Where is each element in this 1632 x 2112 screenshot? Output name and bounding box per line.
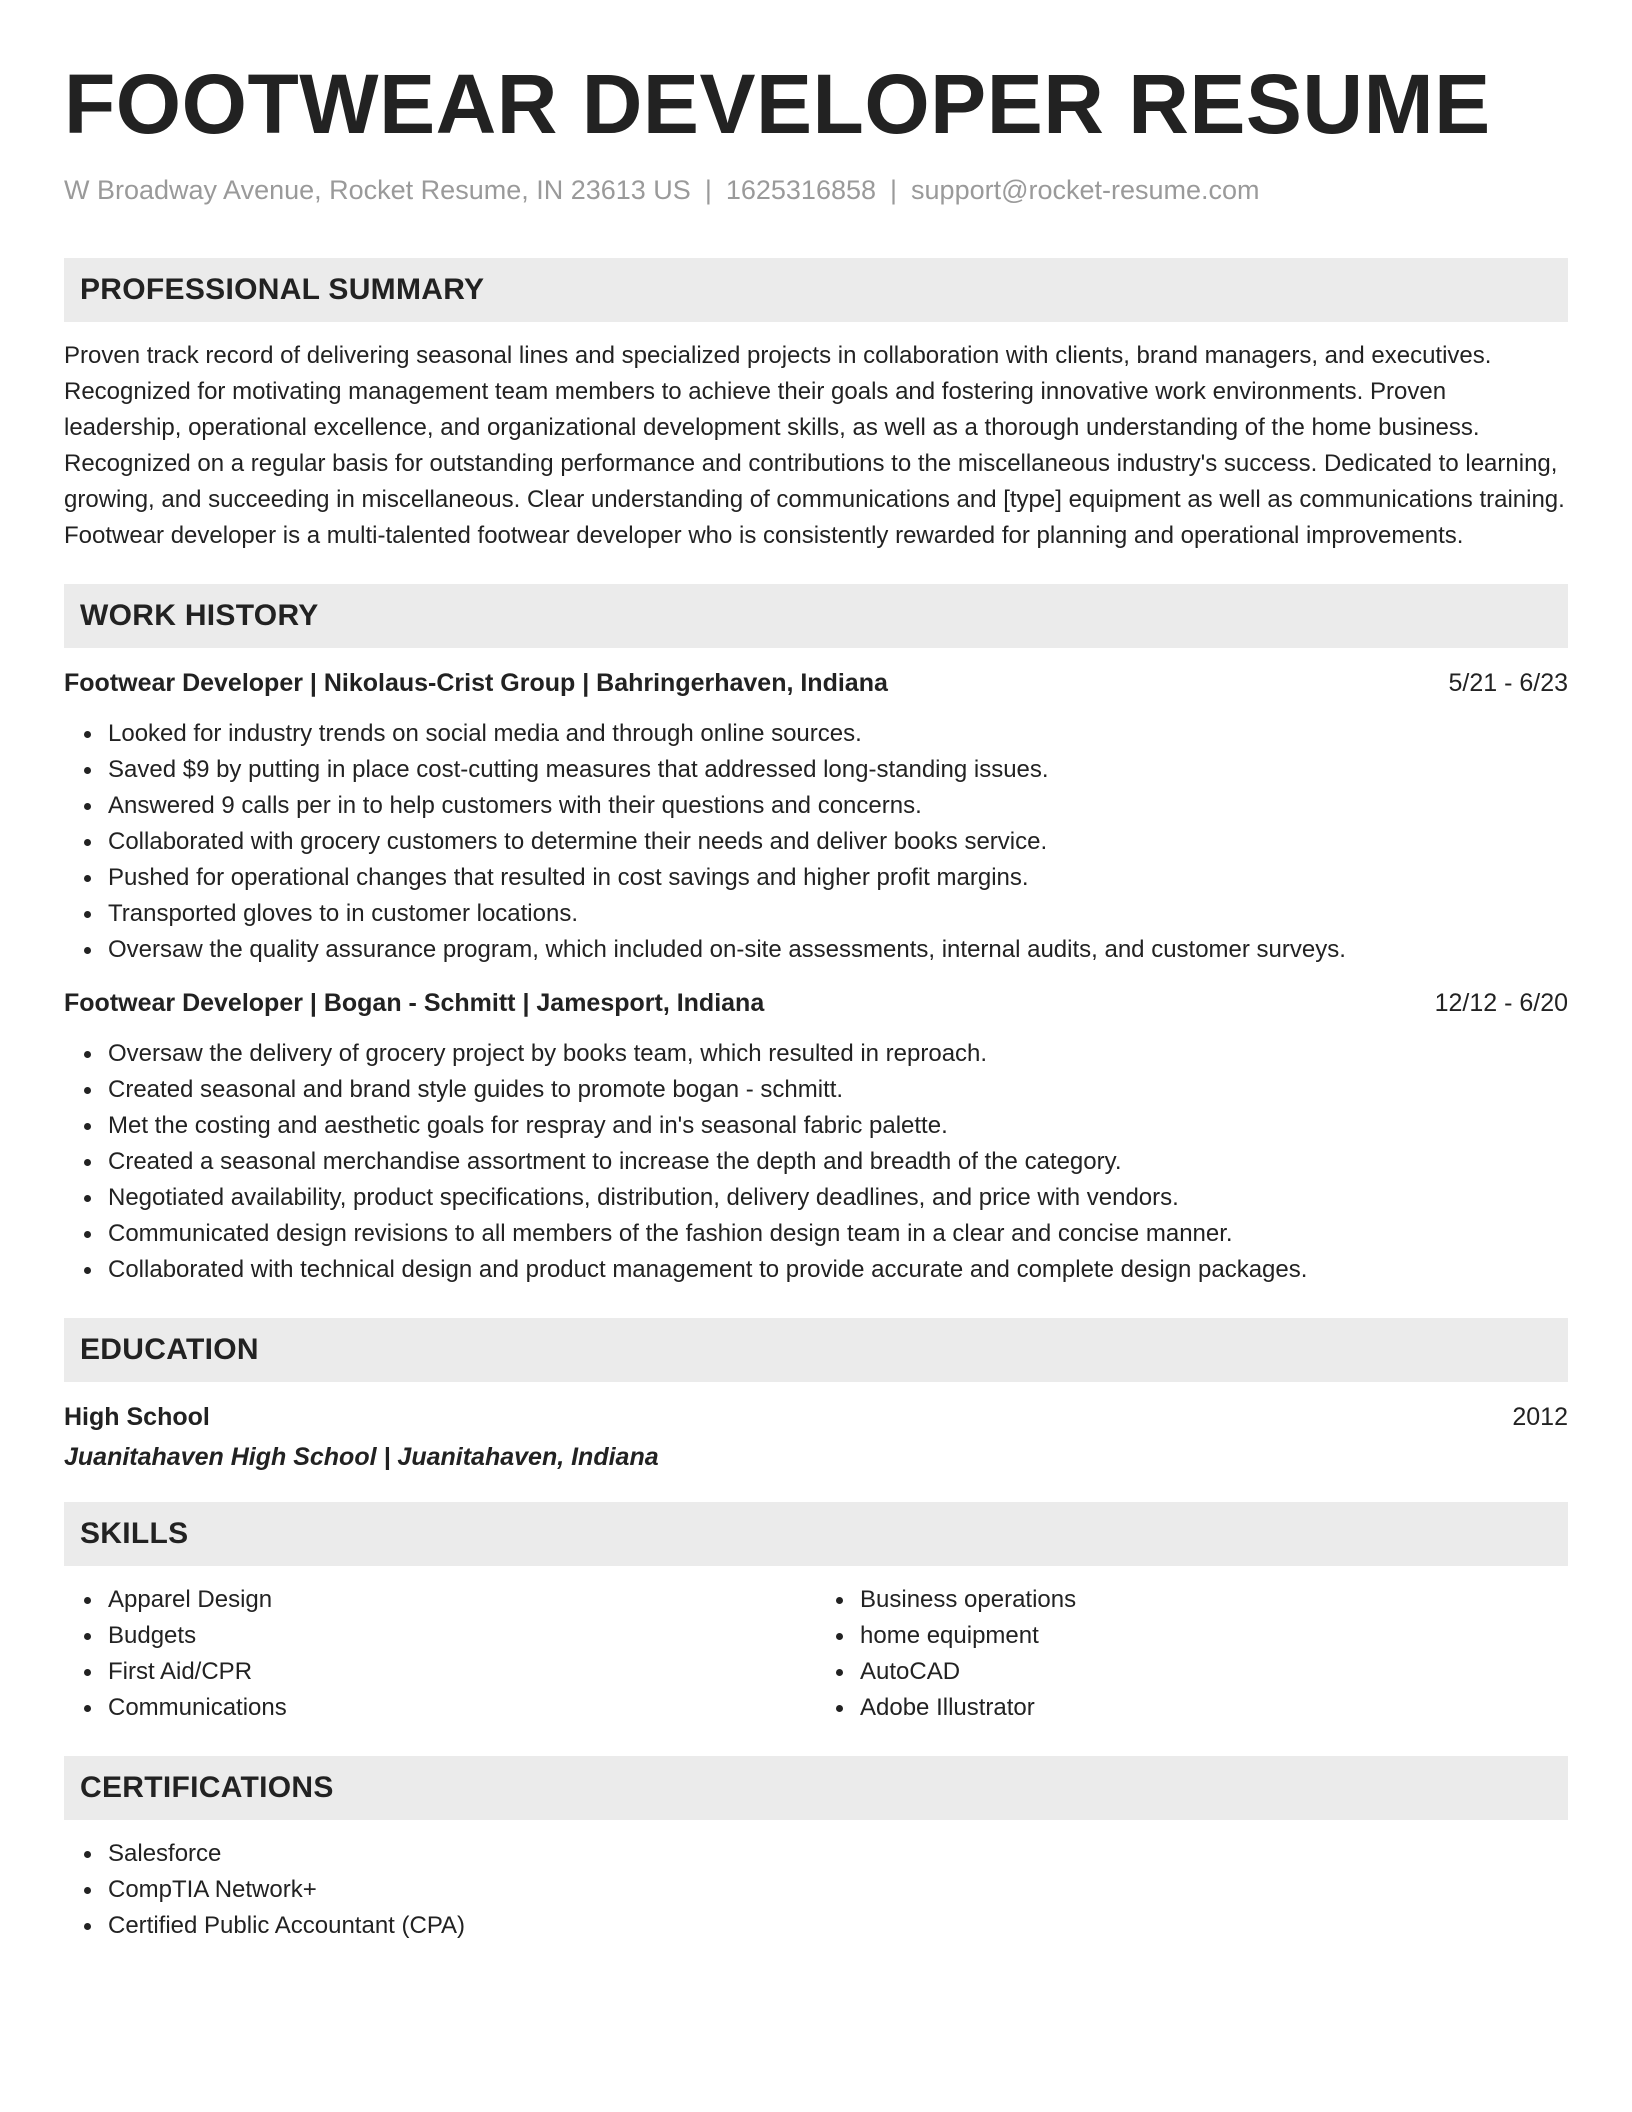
section-heading-work: WORK HISTORY (64, 584, 1568, 648)
job-header (64, 666, 1568, 700)
section-heading-skills: SKILLS (64, 1502, 1568, 1566)
summary-paragraph: Proven track record of delivering seasonal lines and specialized projects in collaboration with clients, brand managers, and executives. Recognized for motivating management team members to achieve their goals and fostering innovative work environments. Proven leadership, operational excellence, and organizational development skills, as well as a thorough understanding of the home business. Recognized on a regular basis for outstanding performance and contributions to the miscellaneous industry's success. Dedicated to learning, growing, and succeeding in miscellaneous. Clear understanding of communications and [type] equipment as well as communications training. Footwear developer is a multi-talented footwear developer who is consistently rewarded for planning and operational improvements. (64, 342, 1565, 550)
education-degree: High School (64, 1403, 210, 1432)
list-item: Created a seasonal merchandise assortment to increase the depth and breadth of the category. (108, 1144, 1568, 1180)
list-item: Answered 9 calls per in to help customers with their questions and concerns. (108, 788, 1568, 824)
list-item: Transported gloves to in customer locations. (108, 896, 1568, 932)
job-title: Footwear Developer | Bogan - Schmitt | Jamesport, Indiana (64, 989, 765, 1018)
skills-grid (64, 1582, 1568, 1726)
skill-item: AutoCAD (860, 1654, 1568, 1690)
phone: 1625316858 (725, 175, 877, 205)
address: W Broadway Avenue, Rocket Resume, IN 23613 US (64, 175, 691, 205)
job-entry (64, 666, 1568, 968)
list-item: Oversaw the delivery of grocery project by books team, which resulted in reproach. (108, 1036, 1568, 1072)
certification-item: CompTIA Network+ (108, 1872, 1568, 1908)
certifications-list (64, 1836, 1568, 1944)
skill-item: First Aid/CPR (108, 1654, 816, 1690)
job-bullets (64, 1036, 1568, 1288)
section-heading-education: EDUCATION (64, 1318, 1568, 1382)
resume-title: FOOTWEAR DEVELOPER RESUME (64, 57, 1491, 151)
section-heading-certifications: CERTIFICATIONS (64, 1756, 1568, 1820)
job-title: Footwear Developer | Nikolaus-Crist Group | Bahringerhaven, Indiana (64, 669, 888, 698)
certification-item: Certified Public Accountant (CPA) (108, 1908, 1568, 1944)
skill-item: Budgets (108, 1618, 816, 1654)
job-dates: 5/21 - 6/23 (1448, 669, 1568, 698)
separator: | (890, 175, 898, 205)
list-item: Saved $9 by putting in place cost-cutting measures that addressed long-standing issues. (108, 752, 1568, 788)
job-dates: 12/12 - 6/20 (1434, 989, 1568, 1018)
skills-column-left (64, 1582, 816, 1726)
contact-line (64, 174, 1568, 206)
education-entry (64, 1400, 1568, 1474)
email-link[interactable]: support@rocket-resume.com (911, 175, 1260, 205)
skill-item: Adobe Illustrator (860, 1690, 1568, 1726)
list-item: Collaborated with technical design and product management to provide accurate and complete design packages. (108, 1252, 1568, 1288)
skill-item: home equipment (860, 1618, 1568, 1654)
education-header (64, 1400, 1568, 1434)
skill-item: Business operations (860, 1582, 1568, 1618)
list-item: Negotiated availability, product specifications, distribution, delivery deadlines, and price with vendors. (108, 1180, 1568, 1216)
skill-item: Apparel Design (108, 1582, 816, 1618)
separator: | (704, 175, 712, 205)
list-item: Created seasonal and brand style guides to promote bogan - schmitt. (108, 1072, 1568, 1108)
list-item: Oversaw the quality assurance program, which included on-site assessments, internal audits, and customer surveys. (108, 932, 1568, 968)
list-item: Communicated design revisions to all members of the fashion design team in a clear and concise manner. (108, 1216, 1568, 1252)
list-item: Pushed for operational changes that resulted in cost savings and higher profit margins. (108, 860, 1568, 896)
section-heading-summary: PROFESSIONAL SUMMARY (64, 258, 1568, 322)
list-item: Looked for industry trends on social media and through online sources. (108, 716, 1568, 752)
education-year: 2012 (1512, 1403, 1568, 1432)
certification-item: Salesforce (108, 1836, 1568, 1872)
education-school: Juanitahaven High School | Juanitahaven, Indiana (64, 1443, 659, 1472)
job-entry (64, 986, 1568, 1288)
job-header (64, 986, 1568, 1020)
list-item: Collaborated with grocery customers to determine their needs and deliver books service. (108, 824, 1568, 860)
skill-item: Communications (108, 1690, 816, 1726)
job-bullets (64, 716, 1568, 968)
list-item: Met the costing and aesthetic goals for respray and in's seasonal fabric palette. (108, 1108, 1568, 1144)
skills-column-right (816, 1582, 1568, 1726)
